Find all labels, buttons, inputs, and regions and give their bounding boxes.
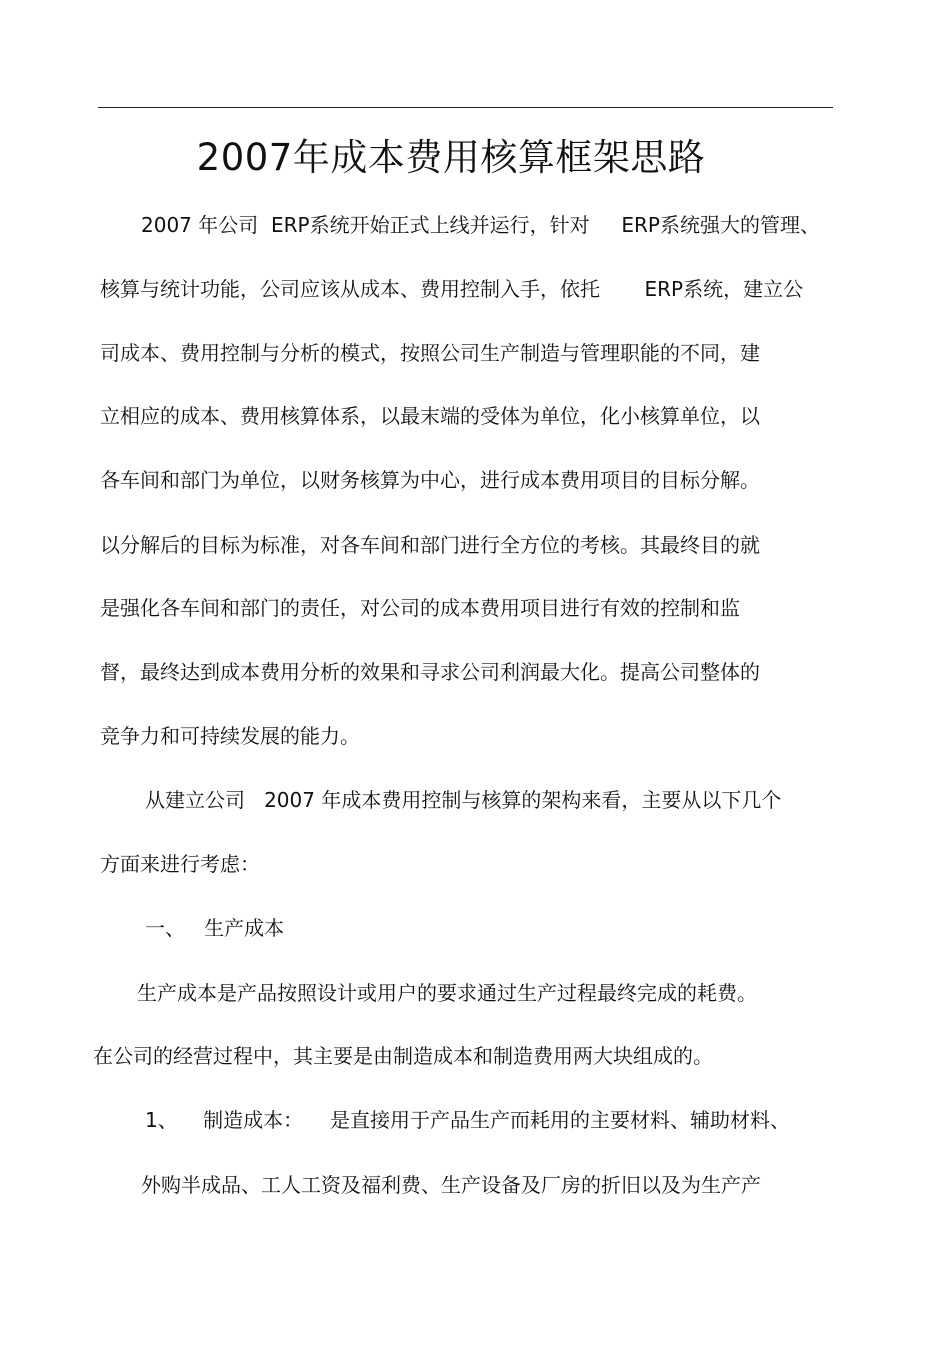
document-title: 2007年成本费用核算框架思路: [196, 136, 706, 179]
paragraph-line: 各车间和部门为单位，以财务核算为中心，进行成本费用项目的目标分解。: [100, 468, 760, 492]
paragraph-line: 是直接用于产品生产而耗用的主要材料、辅助材料、: [330, 1108, 790, 1132]
paragraph-line: 2007 年公司 ERP系统开始正式上线并运行，针对 ERP系统强大的管理、: [141, 213, 820, 237]
paragraph-line: 外购半成品、工人工资及福利费、生产设备及厂房的折旧以及为生产产: [141, 1173, 761, 1197]
list-item-label: 1、 制造成本：: [145, 1108, 304, 1132]
paragraph-line: 是强化各车间和部门的责任，对公司的成本费用项目进行有效的控制和监: [100, 596, 740, 620]
paragraph-line: 以分解后的目标为标准，对各车间和部门进行全方位的考核。其最终目的就: [100, 533, 760, 557]
header-rule: [98, 107, 833, 108]
paragraph-line: 竞争力和可持续发展的能力。: [100, 724, 360, 748]
paragraph-line: 立相应的成本、费用核算体系，以最末端的受体为单位，化小核算单位，以: [100, 404, 760, 428]
paragraph-line: 在公司的经营过程中，其主要是由制造成本和制造费用两大块组成的。: [93, 1044, 713, 1068]
paragraph-line: 生产成本是产品按照设计或用户的要求通过生产过程最终完成的耗费。: [137, 981, 757, 1005]
section-heading: 一、 生产成本: [145, 916, 285, 940]
paragraph-line: 司成本、费用控制与分析的模式，按照公司生产制造与管理职能的不同，建: [100, 341, 760, 365]
paragraph-line: 从建立公司 2007 年成本费用控制与核算的架构来看，主要从以下几个: [145, 788, 782, 812]
paragraph-line: 核算与统计功能，公司应该从成本、费用控制入手，依托 ERP系统，建立公: [100, 277, 804, 301]
paragraph-line: 督，最终达到成本费用分析的效果和寻求公司利润最大化。提高公司整体的: [100, 660, 760, 684]
paragraph-line: 方面来进行考虑：: [100, 852, 260, 876]
